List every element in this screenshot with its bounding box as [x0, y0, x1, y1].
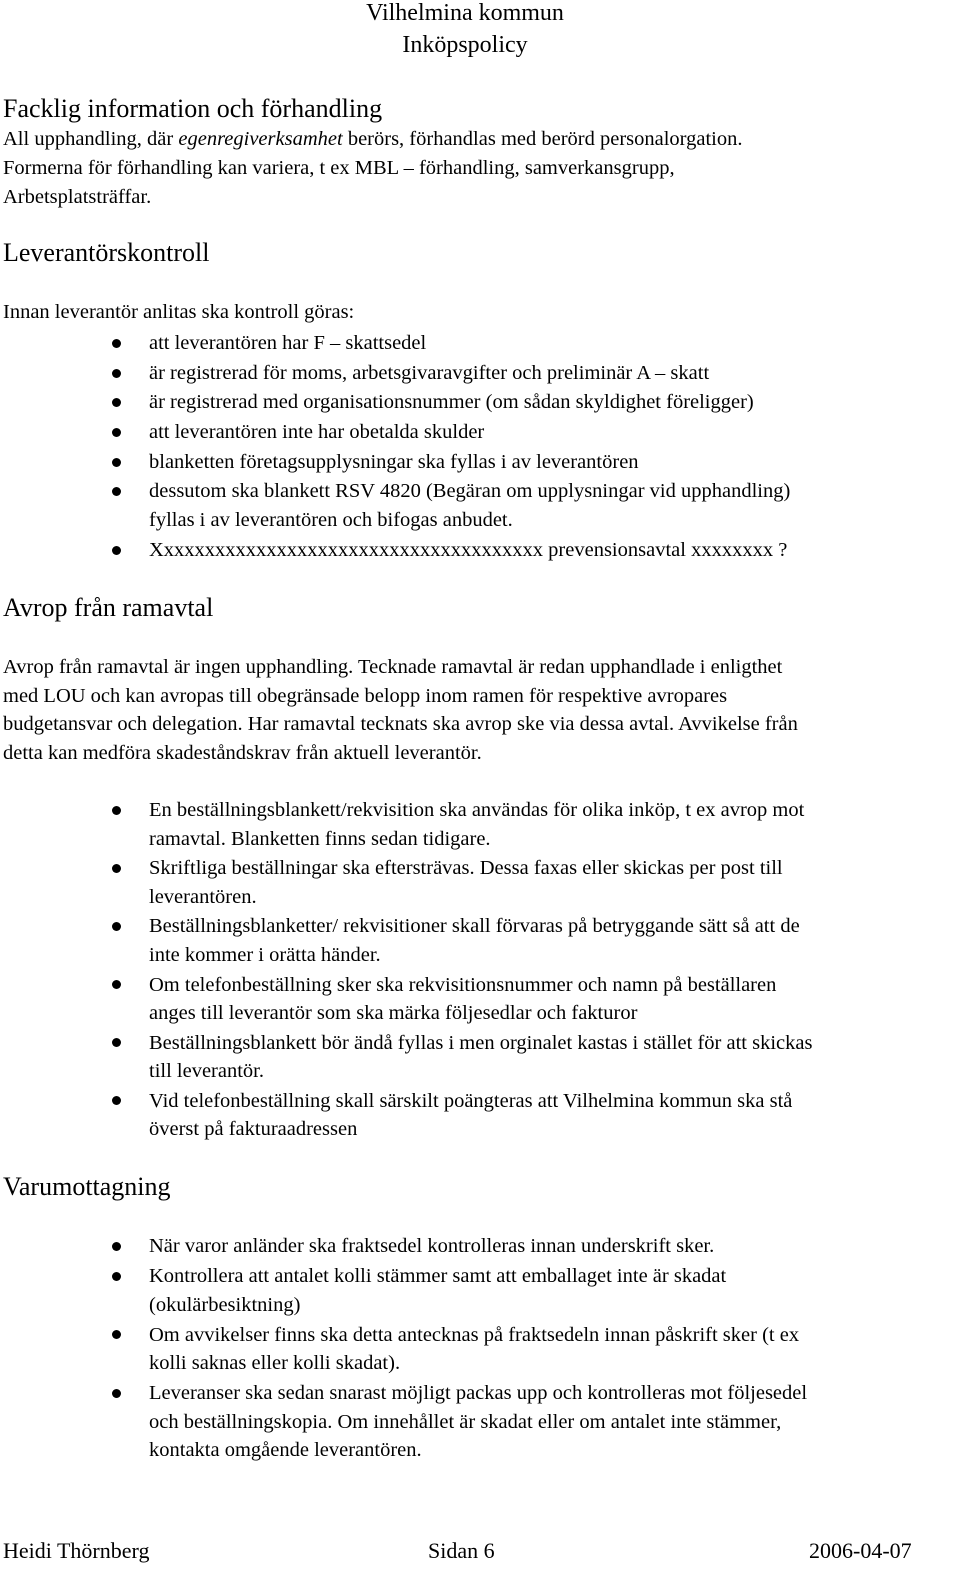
list-item-text: är registrerad för moms, arbetsgivaravgifter och preliminär A – skatt [149, 361, 710, 384]
list-item-text: Xxxxxxxxxxxxxxxxxxxxxxxxxxxxxxxxxxxxxx prevensionsavtal xxxxxxxx ? [149, 539, 788, 562]
list-item-text: överst på fakturaadressen [149, 1118, 358, 1141]
header-municipality: Vilhelmina kommun [366, 0, 564, 26]
paragraph-facklig-line-1 [3, 125, 958, 154]
list-item-text: En beställningsblankett/rekvisition ska användas för olika inköp, t ex avrop mot [149, 799, 805, 821]
bullet-icon [112, 339, 121, 348]
paragraph-leverantor-intro: Innan leverantör anlitas ska kontroll göras: [3, 301, 355, 323]
list-item-text: Beställningsblanketter/ rekvisitioner skall förvaras på betryggande sätt så att de [149, 915, 800, 938]
list-item-text: dessutom ska blankett RSV 4820 (Begäran om upplysningar vid upphandling) [149, 480, 791, 503]
footer-date: 2006-04-07 [809, 1538, 912, 1563]
list-item-text: blanketten företagsupplysningar ska fyllas i av leverantören [149, 450, 639, 473]
bullet-icon [112, 1242, 121, 1251]
list-item-text: och beställningskopia. Om innehållet är skadat eller om antalet inte stämmer, [149, 1410, 782, 1433]
list-item-leverantor [0, 418, 790, 448]
bullet-icon [112, 1038, 121, 1047]
bullet-icon [112, 922, 121, 931]
list-item-text: Skriftliga beställningar ska eftersträvas. Dessa faxas eller skickas per post till [149, 857, 783, 880]
list-item-varumottagning [0, 1321, 807, 1378]
bullet-icon [112, 1272, 121, 1281]
bullet-icon [112, 864, 121, 873]
list-avrop [0, 796, 812, 1145]
list-item-text: är registrerad med organisationsnummer (om sådan skyldighet föreligger) [149, 391, 754, 414]
paragraph-facklig [3, 125, 958, 212]
bullet-icon [112, 398, 121, 407]
heading-avrop-fran-ramavtal: Avrop från ramavtal [3, 593, 214, 622]
list-item-avrop [0, 1087, 812, 1144]
list-item-text: Beställningsblankett bör ändå fyllas i men orginalet kastas i stället för att skickas [149, 1031, 813, 1054]
paragraph-avrop [3, 653, 958, 767]
heading-leverantorskontroll: Leverantörskontroll [3, 238, 210, 267]
list-item-text: till leverantör. [149, 1060, 264, 1083]
text-italic-term: egenregiverksamhet [178, 128, 343, 150]
list-item-text: inte kommer i orätta händer. [149, 943, 381, 966]
paragraph-facklig-line-3: Arbetsplatsträffar. [3, 186, 152, 208]
footer-page-number: Sidan 6 [428, 1538, 495, 1563]
footer-author: Heidi Thörnberg [3, 1538, 150, 1563]
paragraph-facklig-line-2: Formerna för förhandling kan variera, t ex MBL – förhandling, samverkansgrupp, [3, 157, 675, 179]
paragraph-avrop-line: detta kan medföra skadeståndskrav från aktuell leverantör. [3, 741, 482, 764]
list-item-avrop [0, 1029, 812, 1086]
list-leverantorskontroll [0, 329, 790, 566]
text-suffix: berörs, förhandlas med berörd personalorgation. [342, 128, 743, 150]
text-prefix: All upphandling, där [3, 128, 179, 150]
paragraph-avrop-line: med LOU och kan avropas till obegränsade belopp inom ramen för respektive avropares [3, 684, 728, 707]
list-item-text: När varor anländer ska fraktsedel kontrolleras innan underskrift sker. [149, 1235, 715, 1257]
bullet-icon [112, 458, 121, 467]
bullet-icon [112, 428, 121, 437]
heading-varumottagning: Varumottagning [3, 1172, 171, 1201]
list-item-text: Om avvikelser finns ska detta antecknas på fraktsedeln innan påskrift sker (t ex [149, 1323, 800, 1346]
list-varumottagning [0, 1232, 807, 1466]
list-item-text: (okulärbesiktning) [149, 1293, 301, 1316]
list-item-text: Kontrollera att antalet kolli stämmer samt att emballaget inte är skadat [149, 1265, 727, 1287]
bullet-icon [112, 1096, 121, 1105]
list-item-varumottagning [0, 1232, 807, 1261]
list-item-avrop [0, 796, 812, 853]
bullet-icon [112, 546, 121, 555]
header-document-title: Inköpspolicy [402, 32, 528, 58]
paragraph-avrop-line: budgetansvar och delegation. Har ramavtal tecknats ska avrop ske via dessa avtal. Avvikelse från [3, 713, 798, 735]
bullet-icon [112, 806, 121, 815]
list-item-text: att leverantören inte har obetalda skulder [149, 421, 485, 444]
list-item-text: Leveranser ska sedan snarast möjligt packas upp och kontrolleras mot följesedel [149, 1382, 808, 1404]
list-item-leverantor [0, 388, 790, 418]
bullet-icon [112, 487, 121, 496]
bullet-icon [112, 1330, 121, 1339]
list-item-text: kolli saknas eller kolli skadat). [149, 1352, 401, 1374]
bullet-icon [112, 980, 121, 989]
list-item-text: Om telefonbeställning sker ska rekvisitionsnummer och namn på beställaren [149, 973, 777, 996]
bullet-icon [112, 369, 121, 378]
bullet-icon [112, 1389, 121, 1398]
list-item-text: kontakta omgående leverantören. [149, 1439, 422, 1461]
list-item-text: ramavtal. Blanketten finns sedan tidigare. [149, 827, 491, 850]
list-item-leverantor [0, 477, 790, 536]
list-item-leverantor [0, 536, 790, 566]
list-item-avrop [0, 971, 812, 1028]
list-item-leverantor [0, 329, 790, 359]
list-item-varumottagning [0, 1262, 807, 1319]
list-item-text: fyllas i av leverantören och bifogas anbudet. [149, 508, 513, 531]
list-item-leverantor [0, 448, 790, 478]
list-item-leverantor [0, 359, 790, 389]
list-item-avrop [0, 912, 812, 969]
list-item-varumottagning [0, 1379, 807, 1465]
list-item-text: leverantören. [149, 885, 257, 908]
list-item-text: anges till leverantör som ska märka följesedlar och fakturor [149, 1002, 638, 1025]
heading-facklig-information: Facklig information och förhandling [3, 94, 383, 123]
list-item-text: att leverantören har F – skattsedel [149, 332, 427, 354]
list-item-avrop [0, 854, 812, 911]
list-item-text: Vid telefonbeställning skall särskilt poängteras att Vilhelmina kommun ska stå [149, 1089, 793, 1112]
paragraph-avrop-line: Avrop från ramavtal är ingen upphandling. Tecknade ramavtal är redan upphandlade i enligthet [3, 656, 783, 678]
